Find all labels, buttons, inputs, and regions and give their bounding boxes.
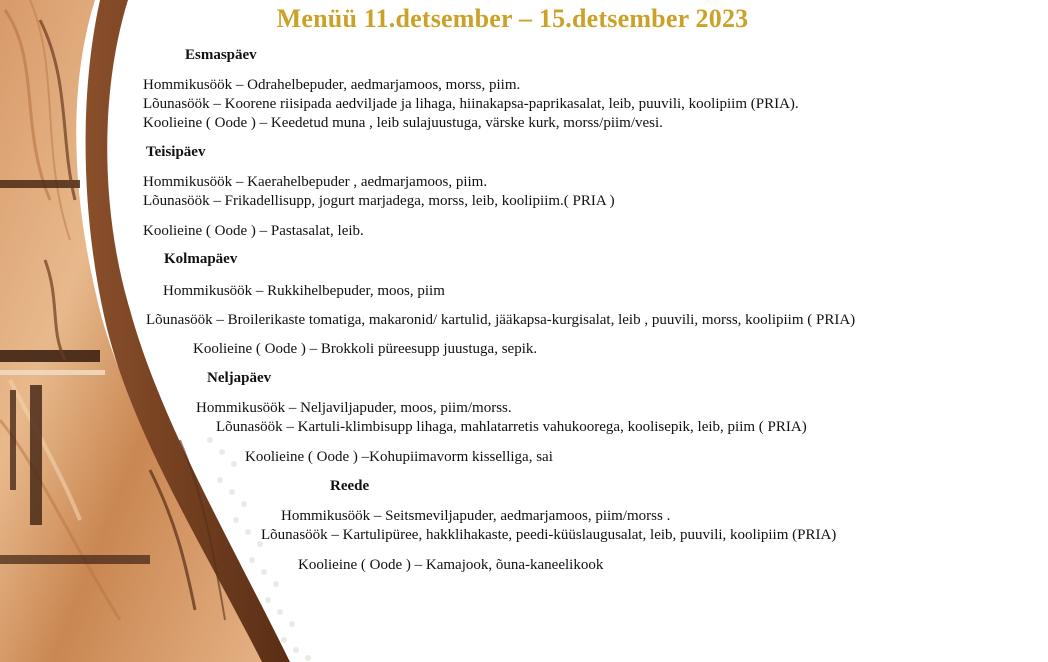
- monday-lunch: Lõunasöök – Koorene riisipada aedviljade ja lihaga, hiinakapsa-paprikasalat, leib, puuvili, koolipiim (PRIA).: [143, 96, 799, 112]
- monday-breakfast: Hommikusöök – Odrahelbepuder, aedmarjamoos, morss, piim.: [143, 77, 521, 93]
- menu-title: Menüü 11.detsember – 15.detsember 2023: [276, 4, 749, 33]
- wednesday-lunch: Lõunasöök – Broilerikaste tomatiga, makaronid/ kartulid, jääkapsa-kurgisalat, leib , puuvili, morss, koolipiim ( PRIA): [146, 312, 856, 328]
- wednesday-snack: Koolieine ( Oode ) – Brokkoli püreesupp juustuga, sepik.: [193, 341, 538, 357]
- day-heading-friday: Reede: [330, 478, 370, 494]
- thursday-breakfast: Hommikusöök – Neljaviljapuder, moos, piim/morss.: [196, 400, 512, 416]
- thursday-lunch: Lõunasöök – Kartuli-klimbisupp lihaga, mahlatarretis vahukoorega, koolisepik, leib, piim ( PRIA): [216, 419, 807, 435]
- tuesday-breakfast: Hommikusöök – Kaerahelbepuder , aedmarjamoos, piim.: [143, 174, 488, 190]
- thursday-snack: Koolieine ( Oode ) –Kohupiimavorm kisselliga, sai: [245, 449, 553, 465]
- day-heading-tuesday: Teisipäev: [146, 144, 206, 160]
- friday-snack: Koolieine ( Oode ) – Kamajook, õuna-kaneelikook: [298, 557, 604, 573]
- wednesday-breakfast: Hommikusöök – Rukkihelbepuder, moos, piim: [163, 283, 445, 299]
- day-heading-monday: Esmaspäev: [185, 47, 257, 63]
- day-heading-thursday: Neljapäev: [207, 370, 272, 386]
- monday-snack: Koolieine ( Oode ) – Keedetud muna , leib sulajuustuga, värske kurk, morss/piim/vesi.: [143, 115, 663, 131]
- day-heading-wednesday: Kolmapäev: [164, 251, 238, 267]
- tuesday-lunch: Lõunasöök – Frikadellisupp, jogurt marjadega, morss, leib, koolipiim.( PRIA ): [143, 193, 615, 209]
- friday-lunch: Lõunasöök – Kartulipüree, hakklihakaste, peedi-küüslaugusalat, leib, puuvili, koolipiim (PRIA): [261, 527, 837, 543]
- friday-breakfast: Hommikusöök – Seitsmeviljapuder, aedmarjamoos, piim/morss .: [281, 508, 671, 524]
- tuesday-snack: Koolieine ( Oode ) – Pastasalat, leib.: [143, 223, 364, 239]
